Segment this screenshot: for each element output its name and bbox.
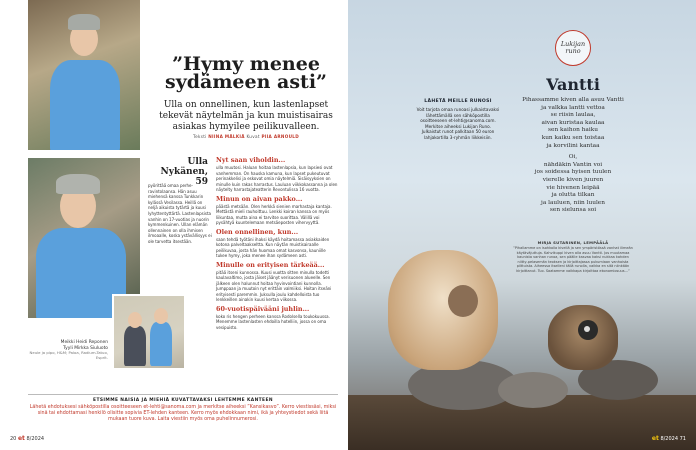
poem-line: sen kaihon haiku — [548, 127, 598, 134]
article-lead: Ulla on onnellinen, kun lastenlapset tekevät näytelmän ja kun muistisairas asiakas hymyilee peilikuvalleen. — [159, 100, 333, 132]
poem-line: vierelle kiven juuren — [542, 176, 604, 183]
poem-line: Oi, — [568, 154, 578, 161]
sidebar-bio: pyörittää omaa perhe-ravintolaansa. Hän asuu miehensä kanssa Tunkkarin kylässä Vesilassa. Heillä on neljä aikuista tytärtä ja kuusi lyhyttentyttärtä. Lastenlapsista vanhin on 17-vuotias ja nuorin kymmenkuinen. Ullan elämän ollennainen on olla ihmisen ilmoaalle, koska ystävällisyys ei ole tarvetta itsestään. — [148, 183, 212, 244]
poem-line: ja valkka lantti vettoa — [541, 104, 605, 111]
poem-title: Vantti — [546, 75, 600, 94]
section-text: päästä metsään. Olen herkkä sienien marhastaja kantaja. Mettästä mieli rauhoittuu. Lenkki koiran kanssa on myös liikuntaa, mutta aina ei tarvitse suorittaa. Välillä voi pysähtyä kuuntelemaan metsäeposten vihervyyttä. — [216, 203, 332, 225]
send-poem-heading: LÄHETÄ MEILLE RUNOSI — [424, 99, 492, 104]
author-note: ”Pihallamme on isohkolla kivellä ja sen ympäristössä vanhat ilimeän käytäväjuttuja. Kahvikuppi kiven alla asuu Vantti. Jos muutamaa kaunista vanhan runoa, sen päälle kasvaa kaksi nukkaa kahden niitty-pelasemän teoksen ja kirjoittajassa pukumiaan vanhoista pilttuista. Aiheessa itselleni tällä runolla, vaikka en sitä niinkään kirjoittanut. Tuo. Saatamme vaikkapa kirjoittaa ekonomiosuus...” — [513, 246, 633, 273]
issue-number: 8/2024 — [660, 436, 679, 442]
cover-call-text: Lähetä ehdotuksesi sähköpostilla osoitteeseen et-lehti@sanoma.com ja merkitse aiheeksi ”Kansikasvo”. Kerro viestissäsi, miksi sinä tai ehdottamasi henkilö olisitte sopivia ET-lehden kanteen. Kerro myös ehdokkaan nimi, ikä ja yhteystiedot sekä liitä mukaan tuore kuva. Laita viestiin myös oma puhelinnumerosi. — [29, 405, 337, 422]
caption-line: Meikki Heidi Reponen — [60, 340, 108, 345]
section-heading: Minun on aivan pakko... — [216, 194, 303, 203]
caption-sub: Neule ja pipo, H&M; Paloa, Radium-Tatuo, Esprit. — [29, 350, 108, 360]
poem-line: jos soidessa hyisen tuulen — [534, 169, 612, 176]
divider — [28, 394, 338, 395]
article-credits — [156, 134, 336, 139]
left-footer — [10, 435, 44, 442]
section-heading: Nyt saan viholdin... — [216, 156, 286, 164]
page-number: 71 — [679, 436, 686, 442]
caption-line: Tyyli Mirkka Siuluoto — [63, 345, 108, 351]
credits-photographer: PIIA ARNOULD — [261, 134, 300, 139]
magazine-logo: et — [17, 435, 25, 442]
section-heading: 60-vuotispäivääni juhlin... — [216, 304, 310, 313]
issue-number: 8/2024 — [26, 436, 45, 442]
interview-column — [216, 157, 338, 332]
send-poem-text: Voit tarjota omaa runoasi julkaistavaksi lähettämällä sen sähköpostilla osoitteeseen et-lehti@sanoma.com. Merkitse aiheeksi Lukijan Runo. Julkaistut runot palkitaan 50 euron lahjakortilla 3-ryhmän liikkeisiin. — [416, 107, 500, 140]
portrait-photo-top — [28, 0, 140, 150]
credits-photos-label: Kuvat — [246, 134, 260, 139]
poem-line: Pihassamme kiven alla asuu Vantti — [522, 97, 624, 103]
poem-line: se riisin laulaa, — [550, 112, 596, 119]
credits-text-label: Teksti — [192, 134, 207, 139]
section-text: koko ris hengen perheen kanssa Rodolsella toukokuussa. Menemme lastenlasten ehdoilla hotelliin, jossa on oma vesipuisto. — [216, 313, 330, 330]
section-text: pitää itseni kunnossa. Kuusi vuotta sitten minulla todetti kaulavaltimo, josta jäiset jäänyt verisuonen alueelle. Sen jälkeen olen halunnut hoitaa hyvinvointiani kunnolla. Jumppaan ja muutoin nyt erittäin valmiiksi. Hoitan itseäni erityisesti paremmin. Juksulla joulu kahdelloista tuo lenkkeillen ainakin kuusi kertaa viikossa. — [216, 269, 332, 302]
family-photo-small — [112, 294, 186, 370]
poem-stanza — [512, 97, 634, 150]
poem-line: sen sielunsa soi — [549, 207, 597, 214]
sidebar-person-name: Ulla Nykänen, 59 — [160, 157, 208, 187]
poem-line: ja olutta tilkan — [551, 192, 595, 199]
reader-poem-badge: Lukijan runo — [555, 30, 591, 66]
poem-line: vie hivenen leipää — [546, 184, 600, 191]
troll-figures-photo — [348, 0, 696, 450]
poem-line: kun kaiku sen toistaa — [541, 134, 605, 141]
poem-line: aivan kuristaa kaulaa — [541, 119, 605, 126]
poem-stanza — [512, 154, 634, 215]
photo-caption — [28, 340, 108, 360]
section-text: ulla muutosi. Haluan hoitaa lastenlapsia, kun lapsiesi ovat vanhemman. On hauska kamuna, kun lapset pukeutuvat perinakkelisi ja eskovat omia näytelmiä. Sisäisyyksien on minulle kuin rakas harrastus. Lauluan viikkokassanna ja olen näytelty harrastajateatterin Revontulissa 16 vuotta. — [216, 165, 338, 192]
poem-line: ja lauluen, niin luulen — [541, 199, 605, 206]
poem-line: nähdäkin Vantin voi — [543, 161, 603, 168]
section-heading: Olen onnellinen, kun... — [216, 227, 299, 236]
magazine-logo: et — [651, 435, 659, 442]
poem-author: MIRJA SUTARINEN, LEMPÄÄLÄ — [537, 240, 609, 245]
section-heading: Minulle on erityisen tärkeää... — [216, 260, 325, 269]
right-footer — [652, 435, 686, 442]
cover-call-heading: ETSIMME NAISIA JA MIEHIÄ KUVATTAVAKSI LEHTEMME KANTEEN — [93, 398, 273, 403]
poem-line: ja korvilini kantaa — [546, 142, 600, 149]
right-page — [348, 0, 696, 450]
page-number: 20 — [10, 436, 17, 442]
credits-writer: NIINA MÄLKIÄ — [208, 134, 245, 139]
poem-body — [512, 97, 634, 219]
article-headline: ”Hymy menee sydämeen asti” — [165, 53, 327, 93]
section-text: saan tehdä työtäni ihaksi käydä hoitamassa asiakkaiden kotona palveltaakseltta. Kun näytän muistisairaalle peilikuvaa, josta hän huomaa omat kasvonsa, kauniille tukee hymy, joka menee ihan sydämeen asti. — [216, 236, 330, 258]
